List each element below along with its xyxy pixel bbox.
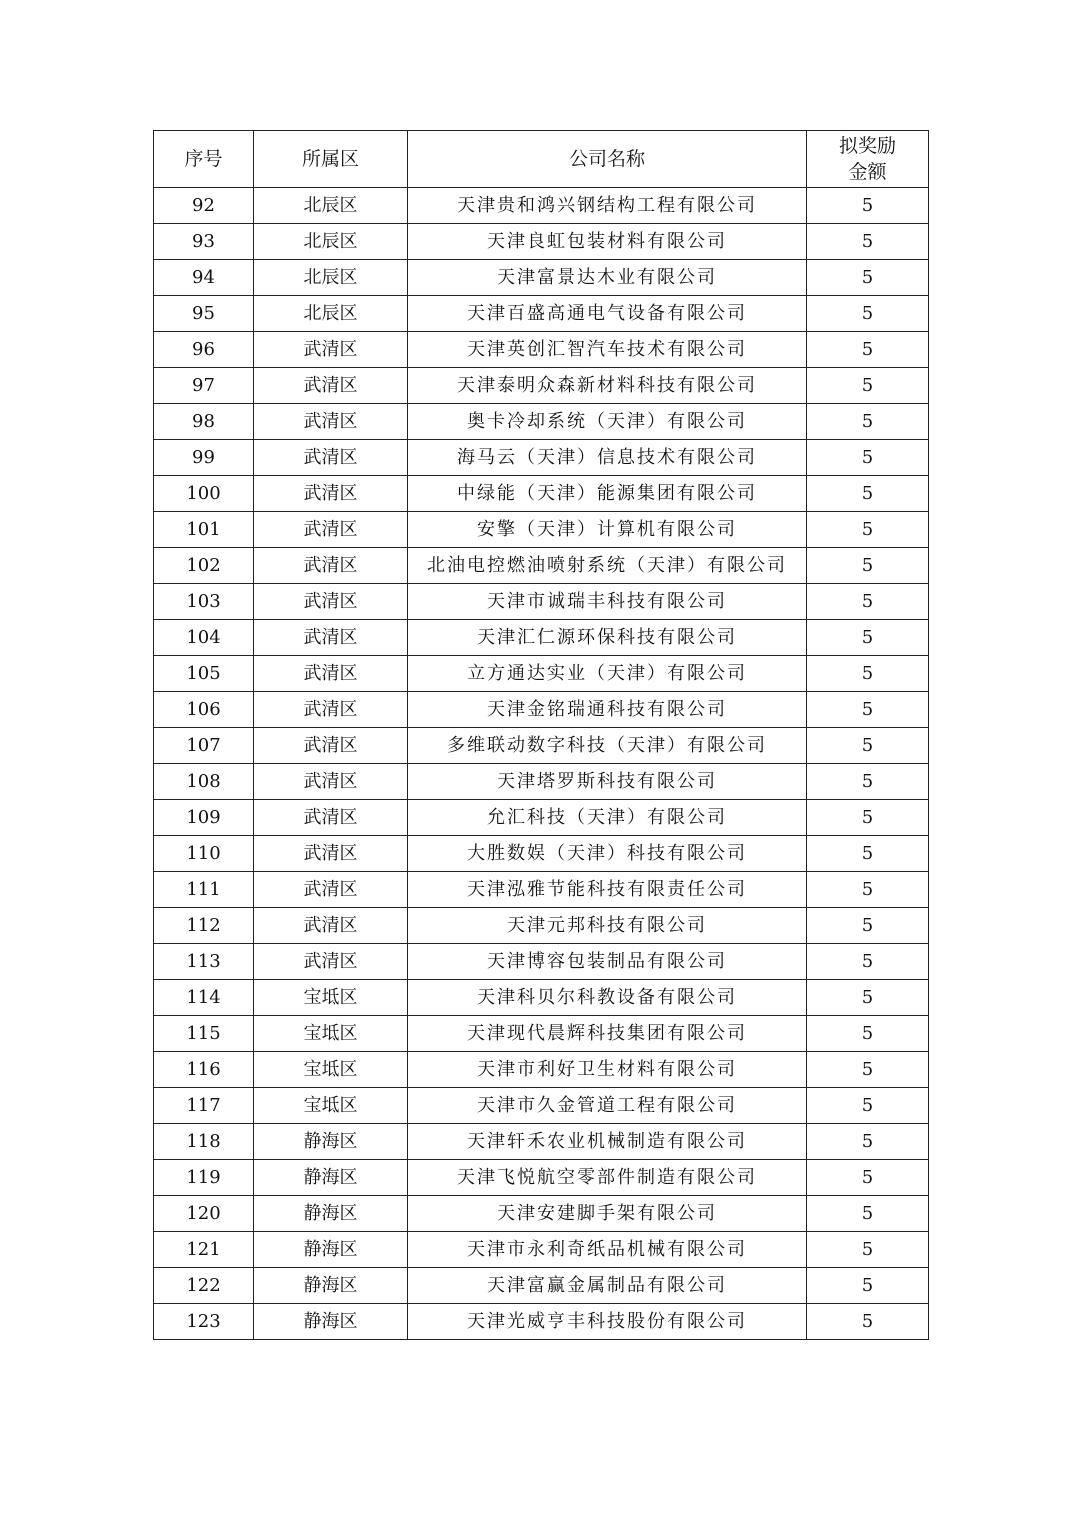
cell-company: 天津科贝尔科教设备有限公司 bbox=[408, 980, 807, 1016]
cell-amount: 5 bbox=[807, 1160, 929, 1196]
cell-seq: 104 bbox=[154, 620, 254, 656]
cell-district: 武清区 bbox=[254, 836, 408, 872]
cell-amount: 5 bbox=[807, 1268, 929, 1304]
cell-company: 北油电控燃油喷射系统（天津）有限公司 bbox=[408, 548, 807, 584]
cell-amount: 5 bbox=[807, 512, 929, 548]
table-row bbox=[154, 872, 929, 908]
cell-district: 武清区 bbox=[254, 800, 408, 836]
cell-company: 天津富赢金属制品有限公司 bbox=[408, 1268, 807, 1304]
table-row bbox=[154, 1088, 929, 1124]
cell-seq: 100 bbox=[154, 476, 254, 512]
cell-amount: 5 bbox=[807, 224, 929, 260]
table-row bbox=[154, 1304, 929, 1340]
cell-seq: 108 bbox=[154, 764, 254, 800]
table-row bbox=[154, 944, 929, 980]
cell-seq: 110 bbox=[154, 836, 254, 872]
cell-company: 中绿能（天津）能源集团有限公司 bbox=[408, 476, 807, 512]
cell-amount: 5 bbox=[807, 440, 929, 476]
cell-company: 天津泰明众森新材料科技有限公司 bbox=[408, 368, 807, 404]
cell-amount: 5 bbox=[807, 1052, 929, 1088]
cell-company: 天津博容包装制品有限公司 bbox=[408, 944, 807, 980]
table-row bbox=[154, 296, 929, 332]
cell-amount: 5 bbox=[807, 728, 929, 764]
table-row bbox=[154, 1232, 929, 1268]
cell-district: 武清区 bbox=[254, 620, 408, 656]
cell-district: 武清区 bbox=[254, 404, 408, 440]
cell-company: 天津富景达木业有限公司 bbox=[408, 260, 807, 296]
table-row bbox=[154, 404, 929, 440]
cell-district: 北辰区 bbox=[254, 260, 408, 296]
cell-amount: 5 bbox=[807, 548, 929, 584]
cell-company: 天津市久金管道工程有限公司 bbox=[408, 1088, 807, 1124]
cell-company: 天津市诚瑞丰科技有限公司 bbox=[408, 584, 807, 620]
cell-district: 武清区 bbox=[254, 944, 408, 980]
header-row bbox=[154, 131, 929, 188]
cell-company: 天津塔罗斯科技有限公司 bbox=[408, 764, 807, 800]
cell-amount: 5 bbox=[807, 332, 929, 368]
cell-seq: 109 bbox=[154, 800, 254, 836]
table-row bbox=[154, 224, 929, 260]
cell-seq: 94 bbox=[154, 260, 254, 296]
cell-seq: 119 bbox=[154, 1160, 254, 1196]
table-row bbox=[154, 1124, 929, 1160]
cell-company: 天津安建脚手架有限公司 bbox=[408, 1196, 807, 1232]
cell-amount: 5 bbox=[807, 908, 929, 944]
cell-seq: 113 bbox=[154, 944, 254, 980]
cell-amount: 5 bbox=[807, 1232, 929, 1268]
cell-seq: 105 bbox=[154, 656, 254, 692]
cell-seq: 116 bbox=[154, 1052, 254, 1088]
cell-company: 天津飞悦航空零部件制造有限公司 bbox=[408, 1160, 807, 1196]
table-row bbox=[154, 656, 929, 692]
table-row bbox=[154, 476, 929, 512]
cell-seq: 102 bbox=[154, 548, 254, 584]
table-row bbox=[154, 836, 929, 872]
cell-seq: 97 bbox=[154, 368, 254, 404]
cell-amount: 5 bbox=[807, 260, 929, 296]
cell-amount: 5 bbox=[807, 1016, 929, 1052]
cell-amount: 5 bbox=[807, 692, 929, 728]
cell-district: 静海区 bbox=[254, 1232, 408, 1268]
cell-seq: 99 bbox=[154, 440, 254, 476]
cell-district: 武清区 bbox=[254, 872, 408, 908]
table-body bbox=[154, 188, 929, 1340]
cell-seq: 98 bbox=[154, 404, 254, 440]
cell-amount: 5 bbox=[807, 1088, 929, 1124]
cell-amount: 5 bbox=[807, 476, 929, 512]
cell-district: 北辰区 bbox=[254, 224, 408, 260]
cell-company: 多维联动数字科技（天津）有限公司 bbox=[408, 728, 807, 764]
cell-company: 天津元邦科技有限公司 bbox=[408, 908, 807, 944]
cell-district: 武清区 bbox=[254, 656, 408, 692]
cell-amount: 5 bbox=[807, 872, 929, 908]
table-row bbox=[154, 1016, 929, 1052]
table-header bbox=[154, 131, 929, 188]
header-amount bbox=[807, 131, 929, 188]
table-row bbox=[154, 1196, 929, 1232]
cell-district: 武清区 bbox=[254, 908, 408, 944]
cell-district: 武清区 bbox=[254, 548, 408, 584]
cell-seq: 123 bbox=[154, 1304, 254, 1340]
cell-company: 立方通达实业（天津）有限公司 bbox=[408, 656, 807, 692]
cell-amount: 5 bbox=[807, 944, 929, 980]
award-table bbox=[153, 130, 929, 1340]
cell-seq: 115 bbox=[154, 1016, 254, 1052]
table-row bbox=[154, 440, 929, 476]
cell-seq: 103 bbox=[154, 584, 254, 620]
cell-amount: 5 bbox=[807, 1196, 929, 1232]
cell-company: 海马云（天津）信息技术有限公司 bbox=[408, 440, 807, 476]
cell-district: 武清区 bbox=[254, 728, 408, 764]
cell-amount: 5 bbox=[807, 188, 929, 224]
cell-seq: 117 bbox=[154, 1088, 254, 1124]
cell-company: 允汇科技（天津）有限公司 bbox=[408, 800, 807, 836]
header-seq: 序号 bbox=[154, 131, 254, 188]
header-district: 所属区 bbox=[254, 131, 408, 188]
cell-company: 天津贵和鸿兴钢结构工程有限公司 bbox=[408, 188, 807, 224]
cell-amount: 5 bbox=[807, 836, 929, 872]
cell-company: 天津泓雅节能科技有限责任公司 bbox=[408, 872, 807, 908]
cell-district: 武清区 bbox=[254, 368, 408, 404]
cell-district: 北辰区 bbox=[254, 188, 408, 224]
cell-company: 天津光威亨丰科技股份有限公司 bbox=[408, 1304, 807, 1340]
cell-amount: 5 bbox=[807, 368, 929, 404]
cell-seq: 121 bbox=[154, 1232, 254, 1268]
cell-amount: 5 bbox=[807, 296, 929, 332]
cell-company: 天津汇仁源环保科技有限公司 bbox=[408, 620, 807, 656]
cell-amount: 5 bbox=[807, 404, 929, 440]
cell-district: 宝坻区 bbox=[254, 1052, 408, 1088]
table-row bbox=[154, 260, 929, 296]
table-row bbox=[154, 1052, 929, 1088]
table-row bbox=[154, 584, 929, 620]
cell-amount: 5 bbox=[807, 1124, 929, 1160]
cell-seq: 96 bbox=[154, 332, 254, 368]
cell-company: 天津百盛高通电气设备有限公司 bbox=[408, 296, 807, 332]
cell-amount: 5 bbox=[807, 1304, 929, 1340]
table-row bbox=[154, 728, 929, 764]
cell-district: 北辰区 bbox=[254, 296, 408, 332]
table-row bbox=[154, 908, 929, 944]
cell-seq: 114 bbox=[154, 980, 254, 1016]
cell-district: 武清区 bbox=[254, 584, 408, 620]
cell-amount: 5 bbox=[807, 800, 929, 836]
table-row bbox=[154, 764, 929, 800]
cell-company: 天津英创汇智汽车技术有限公司 bbox=[408, 332, 807, 368]
cell-district: 武清区 bbox=[254, 440, 408, 476]
cell-seq: 122 bbox=[154, 1268, 254, 1304]
header-amount-line2: 金额 bbox=[848, 161, 887, 183]
cell-amount: 5 bbox=[807, 764, 929, 800]
cell-district: 静海区 bbox=[254, 1124, 408, 1160]
cell-district: 武清区 bbox=[254, 764, 408, 800]
cell-company: 安擎（天津）计算机有限公司 bbox=[408, 512, 807, 548]
cell-district: 宝坻区 bbox=[254, 1016, 408, 1052]
cell-seq: 92 bbox=[154, 188, 254, 224]
cell-seq: 101 bbox=[154, 512, 254, 548]
cell-amount: 5 bbox=[807, 584, 929, 620]
cell-district: 武清区 bbox=[254, 692, 408, 728]
table-row bbox=[154, 548, 929, 584]
cell-district: 宝坻区 bbox=[254, 980, 408, 1016]
table-row bbox=[154, 332, 929, 368]
table-row bbox=[154, 368, 929, 404]
cell-amount: 5 bbox=[807, 656, 929, 692]
cell-district: 宝坻区 bbox=[254, 1088, 408, 1124]
header-company: 公司名称 bbox=[408, 131, 807, 188]
cell-amount: 5 bbox=[807, 980, 929, 1016]
cell-company: 奥卡冷却系统（天津）有限公司 bbox=[408, 404, 807, 440]
table-row bbox=[154, 512, 929, 548]
table-row bbox=[154, 980, 929, 1016]
cell-seq: 118 bbox=[154, 1124, 254, 1160]
cell-seq: 95 bbox=[154, 296, 254, 332]
cell-company: 天津良虹包装材料有限公司 bbox=[408, 224, 807, 260]
cell-company: 天津市利好卫生材料有限公司 bbox=[408, 1052, 807, 1088]
header-amount-line1: 拟奖励 bbox=[838, 135, 896, 157]
cell-district: 静海区 bbox=[254, 1304, 408, 1340]
table-row bbox=[154, 188, 929, 224]
cell-seq: 107 bbox=[154, 728, 254, 764]
cell-seq: 120 bbox=[154, 1196, 254, 1232]
table-row bbox=[154, 620, 929, 656]
table-row bbox=[154, 692, 929, 728]
cell-seq: 112 bbox=[154, 908, 254, 944]
cell-company: 天津金铭瑞通科技有限公司 bbox=[408, 692, 807, 728]
cell-company: 大胜数娱（天津）科技有限公司 bbox=[408, 836, 807, 872]
cell-district: 静海区 bbox=[254, 1268, 408, 1304]
cell-amount: 5 bbox=[807, 620, 929, 656]
cell-company: 天津轩禾农业机械制造有限公司 bbox=[408, 1124, 807, 1160]
cell-seq: 106 bbox=[154, 692, 254, 728]
cell-district: 静海区 bbox=[254, 1160, 408, 1196]
cell-company: 天津现代晨辉科技集团有限公司 bbox=[408, 1016, 807, 1052]
cell-district: 武清区 bbox=[254, 512, 408, 548]
cell-company: 天津市永利奇纸品机械有限公司 bbox=[408, 1232, 807, 1268]
table-row bbox=[154, 1268, 929, 1304]
table-row bbox=[154, 800, 929, 836]
cell-district: 静海区 bbox=[254, 1196, 408, 1232]
cell-district: 武清区 bbox=[254, 476, 408, 512]
cell-seq: 93 bbox=[154, 224, 254, 260]
cell-district: 武清区 bbox=[254, 332, 408, 368]
cell-seq: 111 bbox=[154, 872, 254, 908]
table-row bbox=[154, 1160, 929, 1196]
